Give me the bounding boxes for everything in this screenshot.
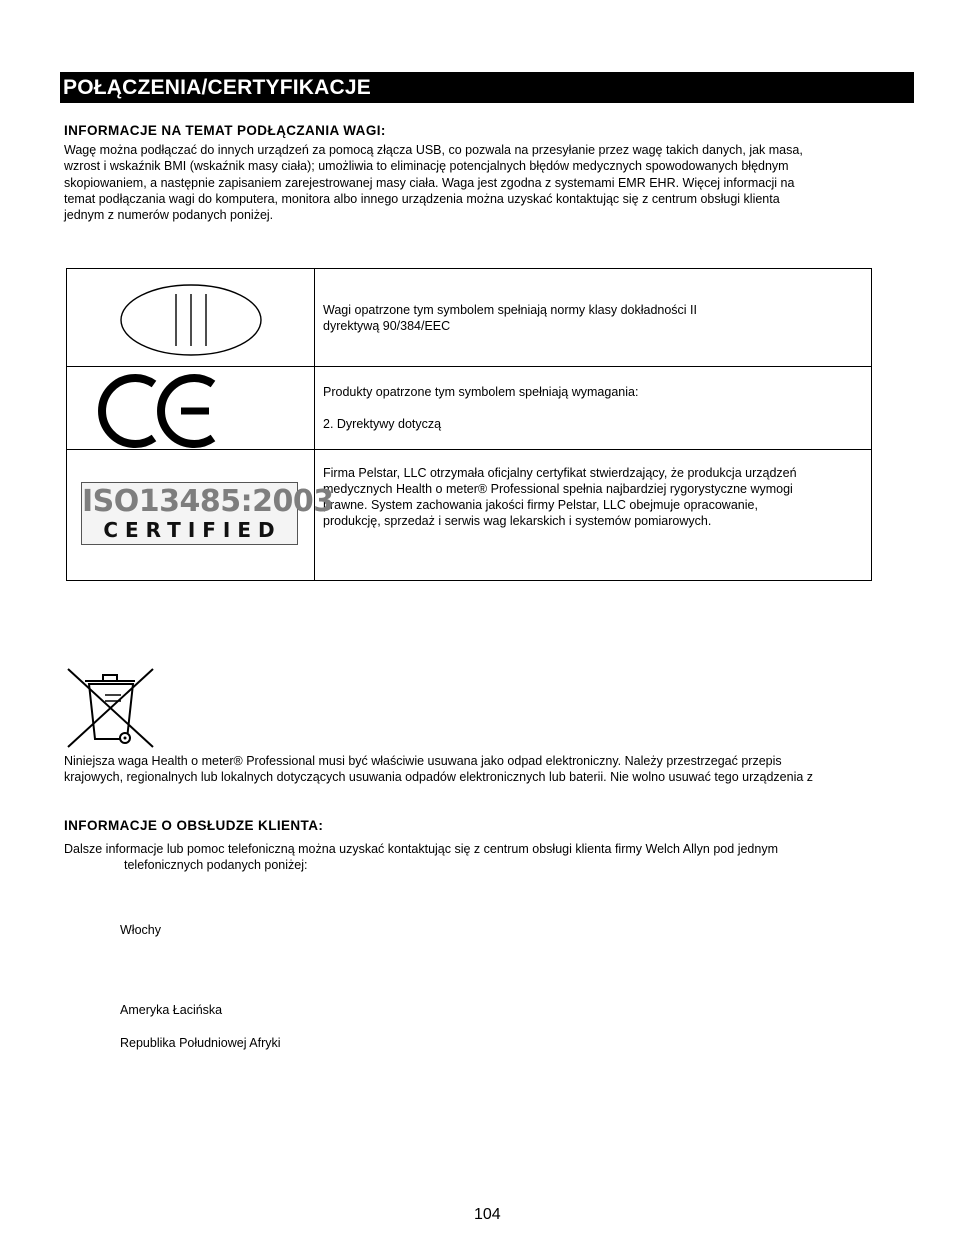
usb-text-line: wzrost i wskaźnik BMI (wskaźnik masy ciała); umożliwia to eliminację potencjalnych błędów medycznych spowodowanych błędnym	[64, 159, 789, 174]
ce-mark-icon	[67, 367, 314, 450]
page-number: 104	[474, 1206, 501, 1223]
region-italy: Włochy	[120, 923, 161, 937]
ce-mark-cell	[67, 367, 315, 450]
accuracy-class-cell	[67, 269, 315, 367]
iso-certified-badge	[81, 482, 334, 545]
disposal-text	[64, 753, 924, 786]
ce-mark-description: Produkty opatrzone tym symbolem spełniają wymagania: 2. Dyrektywy dotyczą	[315, 367, 872, 450]
crossed-out-bin-icon	[65, 667, 157, 749]
usb-text-line: temat podłączania wagi do komputera, monitora albo innego urządzenia można uzyskać kontaktując się z centrum obsługi klienta	[64, 191, 780, 206]
table-row	[67, 269, 872, 367]
table-row	[67, 367, 872, 450]
usb-section-text	[64, 142, 914, 223]
customer-service-line-2: telefonicznych podanych poniżej:	[124, 858, 308, 872]
iso-certified-description: Firma Pelstar, LLC otrzymała oficjalny certyfikat stwierdzający, że produkcja urządzeń medycznych Health o meter® Professional spełnia najbardziej rygorystyczne wymogi prawne. System zachowania jakości firmy Pelstar, LLC obejmuje opracowanie, produkcję, sprzedaż i serwis wag lekarskich i systemów pomiarowych.	[315, 450, 872, 581]
iso-certified-cell	[67, 450, 334, 581]
accuracy-class-ii-icon	[67, 269, 314, 367]
customer-service-heading: INFORMACJE O OBSŁUDZE KLIENTA:	[64, 818, 324, 833]
region-latin-america: Ameryka Łacińska	[120, 1003, 223, 1017]
accuracy-class-description: Wagi opatrzone tym symbolem spełniają normy klasy dokładności II dyrektywą 90/384/EEC	[315, 269, 872, 367]
disposal-text-line: Niniejsza waga Health o meter® Professional musi być właściwie usuwana jako odpad elektroniczny. Należy przestrzegać przepis	[64, 754, 782, 768]
customer-service-line-1: Dalsze informacje lub pomoc telefoniczną można uzyskać kontaktując się z centrum obsługi klienta firmy Welch Allyn pod jednym	[64, 842, 778, 856]
iso-badge-top: ISO13485:2003	[82, 484, 334, 519]
usb-text-line: jednym z numerów podanych poniżej.	[64, 208, 274, 223]
region-south-africa: Republika Południowej Afryki	[120, 1036, 281, 1050]
disposal-text-line: krajowych, regionalnych lub lokalnych dotyczących usuwania odpadów elektronicznych lub baterii. Nie wolno usuwać tego urządzenia z	[64, 770, 814, 785]
page-title: POŁĄCZENIA/CERTYFIKACJE	[60, 72, 914, 103]
table-row	[67, 450, 872, 581]
iso-badge-bottom: CERTIFIED	[103, 518, 282, 542]
certification-table	[66, 268, 872, 581]
usb-text-line: skopiowaniem, a następnie zapisaniem zarejestrowanej masy ciała. Waga jest zgodna z systemami EMR EHR. Więcej informacji na	[64, 175, 795, 190]
usb-text-line: Wagę można podłączać do innych urządzeń za pomocą złącza USB, co pozwala na przesyłanie przez wagę takich danych, jak masa,	[64, 143, 803, 157]
usb-section-heading: INFORMACJE NA TEMAT PODŁĄCZANIA WAGI:	[64, 123, 386, 138]
